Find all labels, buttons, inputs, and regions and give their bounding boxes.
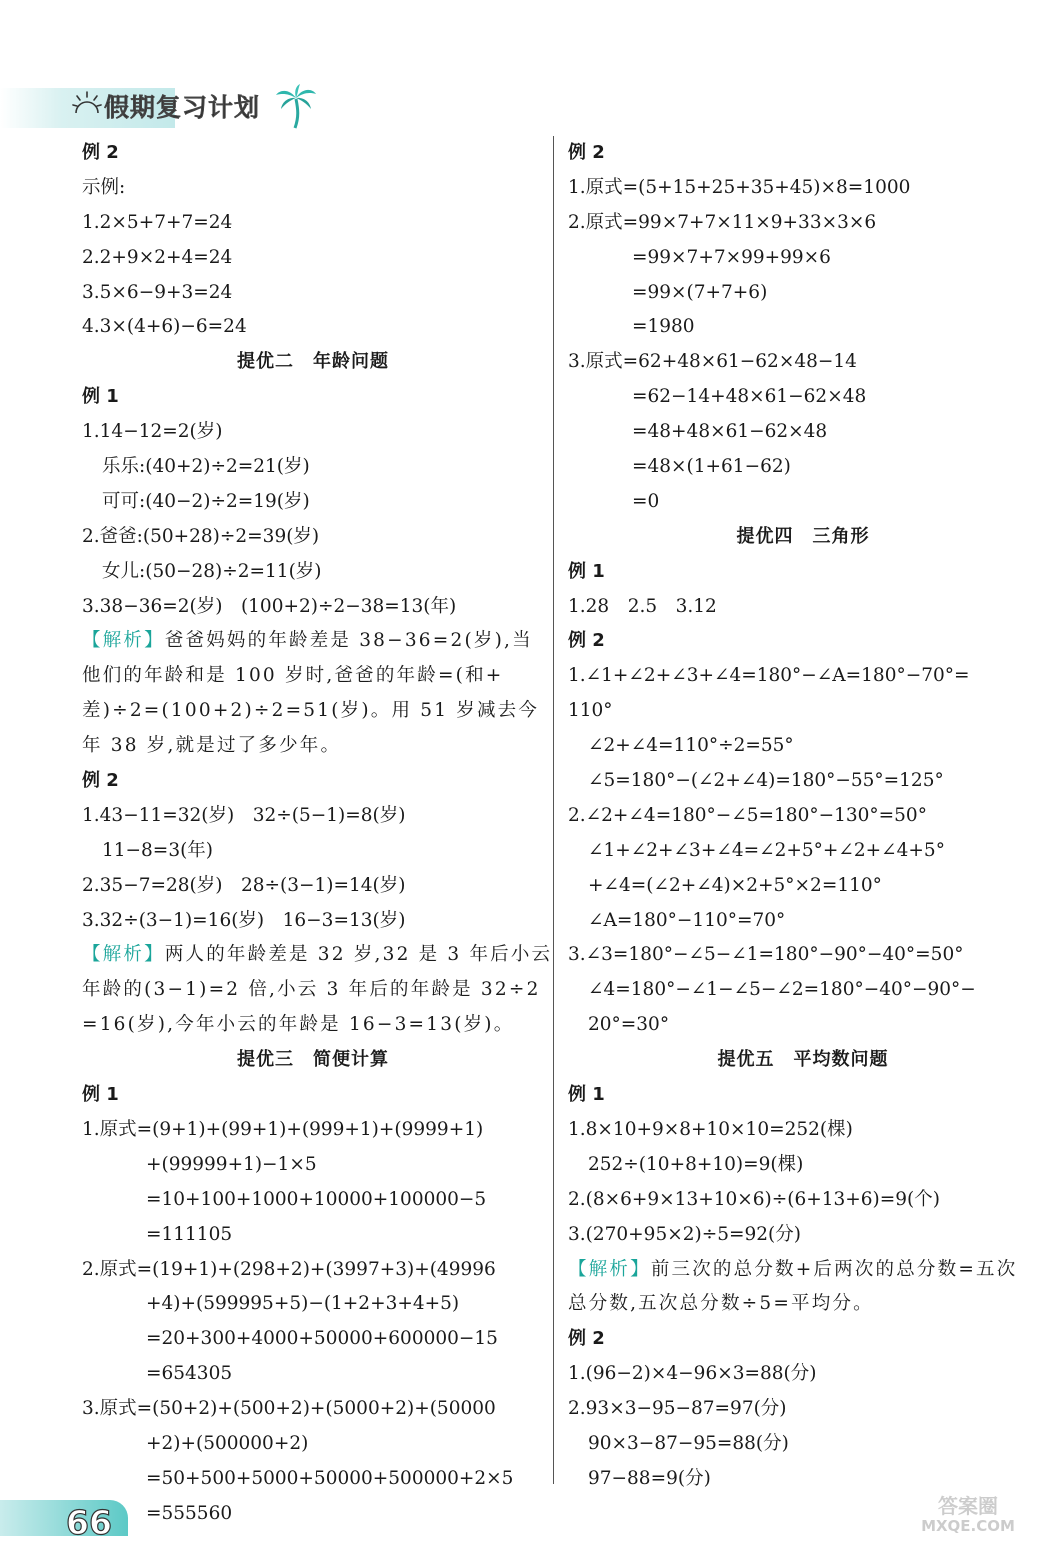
line-text: 3.∠3=180°−∠5−∠1=180°−90°−40°=50° — [568, 944, 964, 966]
answer-line — [568, 729, 1038, 764]
line-text: 1.43−11=32(岁) 32÷(5−1)=8(岁) — [82, 804, 406, 826]
line-text: ∠5=180°−(∠2+∠4)=180°−55°=125° — [588, 770, 944, 792]
answer-line — [82, 276, 544, 311]
analysis-note-line — [82, 694, 544, 729]
line-text: 3.(270+95×2)÷5=92(分) — [568, 1223, 801, 1245]
line-text: +∠4=(∠2+∠4)×2+5°×2=110° — [588, 874, 882, 896]
answer-line — [568, 485, 1038, 520]
answer-line — [568, 1113, 1038, 1148]
answer-line — [568, 206, 1038, 241]
line-text: 提优二 年龄问题 — [237, 351, 389, 373]
analysis-note-line — [568, 1287, 1038, 1322]
line-text: 年 38 岁,就是过了多少年。 — [82, 735, 342, 757]
line-text: 2.35−7=28(岁) 28÷(3−1)=14(岁) — [82, 874, 406, 896]
line-text: ∠2+∠4=110°÷2=55° — [588, 735, 794, 757]
line-text: =99×7+7×99+99×6 — [632, 246, 831, 268]
line-text: 3.原式=62+48×61−62×48−14 — [568, 351, 857, 373]
answer-line — [82, 1427, 544, 1462]
line-text: 1.8×10+9×8+10×10=252(棵) — [568, 1118, 853, 1140]
line-text: ∠A=180°−110°=70° — [588, 909, 786, 931]
section-heading — [82, 345, 544, 380]
line-text: 例 2 — [82, 770, 119, 792]
line-text: 例 2 — [568, 142, 605, 163]
line-text: 1.原式=(5+15+25+35+45)×8=1000 — [568, 176, 911, 198]
answer-line — [568, 450, 1038, 485]
section-heading — [568, 1043, 1038, 1078]
line-text: 例 2 — [568, 630, 605, 652]
answer-line — [568, 869, 1038, 904]
line-text: 例 1 — [568, 1084, 605, 1106]
line-text: +(99999+1)−1×5 — [146, 1153, 317, 1175]
answer-line — [568, 694, 1038, 729]
line-text: 总分数,五次总分数÷5=平均分。 — [568, 1293, 874, 1315]
answer-line — [568, 590, 1038, 625]
right-column — [568, 136, 1038, 1497]
answer-line — [568, 904, 1038, 939]
line-text: 年龄的(3−1)=2 倍,小云 3 年后的年龄是 32÷2 — [82, 979, 541, 1001]
line-text: =10+100+1000+10000+100000−5 — [146, 1188, 487, 1210]
example-heading — [82, 380, 544, 415]
line-text: 乐乐:(40+2)÷2=21(岁) — [102, 456, 310, 478]
line-text: 3.32÷(3−1)=16(岁) 16−3=13(岁) — [82, 909, 406, 931]
answer-line — [568, 659, 1038, 694]
line-text: 例 1 — [82, 1084, 119, 1106]
analysis-note-line — [82, 938, 553, 973]
line-text: 90×3−87−95=88(分) — [588, 1432, 789, 1454]
line-text: =0 — [632, 490, 660, 512]
analysis-note-line — [82, 624, 544, 659]
line-text: 爸爸妈妈的年龄差是 38−36=2(岁),当 — [164, 630, 533, 652]
header-title: 假期复习计划 — [104, 93, 261, 122]
line-text: 差)÷2=(100+2)÷2=51(岁)。用 51 岁减去今 — [82, 700, 540, 722]
line-text: 4.3×(4+6)−6=24 — [82, 316, 247, 338]
answer-line — [568, 764, 1038, 799]
watermark-logo — [880, 1494, 1055, 1534]
line-text: 例 2 — [568, 1328, 605, 1350]
answer-line — [568, 310, 1038, 345]
line-text: 1.2×5+7+7=24 — [82, 211, 233, 233]
answer-line — [82, 904, 544, 939]
line-text: =48×(1+61−62) — [632, 456, 791, 478]
answer-line — [82, 206, 544, 241]
line-text: 20°=30° — [588, 1014, 670, 1036]
svg-text:MXQE.COM: MXQE.COM — [921, 1517, 1015, 1534]
palm-tree-icon — [274, 83, 318, 129]
line-text: 例 2 — [82, 142, 119, 163]
answer-line — [82, 1253, 544, 1288]
answer-line — [82, 1462, 544, 1497]
line-text: 提优三 简便计算 — [237, 1049, 389, 1071]
section-heading — [568, 520, 1038, 555]
answer-line — [82, 834, 544, 869]
svg-text:答案圈: 答案圈 — [938, 1494, 998, 1518]
line-text: 1.(96−2)×4−96×3=88(分) — [568, 1363, 817, 1385]
analysis-note-line — [82, 659, 544, 694]
answer-line — [568, 345, 1038, 380]
line-text: 1.14−12=2(岁) — [82, 421, 223, 443]
answer-line — [568, 1008, 1038, 1043]
answer-line — [82, 1183, 544, 1218]
line-text: 提优五 平均数问题 — [717, 1049, 889, 1071]
line-text: 2.爸爸:(50+28)÷2=39(岁) — [82, 525, 320, 547]
analysis-note-line — [568, 1253, 1038, 1288]
page-header — [72, 80, 318, 132]
line-text: 两人的年龄差是 32 岁,32 是 3 年后小云 — [164, 944, 553, 966]
answer-line — [82, 1392, 544, 1427]
section-heading — [82, 1043, 544, 1078]
line-text: =48+48×61−62×48 — [632, 421, 828, 443]
answer-line — [82, 1497, 544, 1532]
line-text: =654305 — [146, 1363, 233, 1385]
answer-line — [568, 1462, 1038, 1497]
example-heading — [82, 1078, 544, 1113]
answer-line — [82, 869, 544, 904]
line-text: =111105 — [146, 1223, 233, 1245]
page-number: 66 — [66, 1503, 112, 1542]
analysis-tag: 【解析】 — [568, 1258, 651, 1280]
answer-line — [568, 1218, 1038, 1253]
line-text: 他们的年龄和是 100 岁时,爸爸的年龄=(和+ — [82, 665, 504, 687]
line-text: 例 1 — [568, 560, 605, 582]
answer-line — [568, 171, 1038, 206]
example-heading — [568, 136, 1038, 171]
example-heading — [568, 555, 1038, 590]
line-text: 1.∠1+∠2+∠3+∠4=180°−∠A=180°−70°= — [568, 665, 970, 687]
sun-icon — [72, 89, 102, 123]
answer-line — [568, 1427, 1038, 1462]
line-text: 2.原式=(19+1)+(298+2)+(3997+3)+(49996 — [82, 1258, 496, 1280]
line-text: ∠4=180°−∠1−∠5−∠2=180°−40°−90°− — [588, 979, 976, 1001]
line-text: 110° — [568, 700, 613, 722]
answer-line — [568, 1183, 1038, 1218]
analysis-note-line — [82, 1008, 544, 1043]
line-text: 女儿:(50−28)÷2=11(岁) — [102, 560, 322, 582]
line-text: 提优四 三角形 — [736, 525, 870, 547]
line-text: 252÷(10+8+10)=9(棵) — [588, 1153, 804, 1175]
line-text: 例 1 — [82, 386, 119, 408]
line-text: =1980 — [632, 316, 695, 338]
line-text: =20+300+4000+50000+600000−15 — [146, 1328, 498, 1350]
analysis-note-line — [82, 973, 544, 1008]
answer-line — [82, 799, 544, 834]
example-heading — [82, 764, 544, 799]
answer-line — [82, 1357, 544, 1392]
answer-line — [82, 241, 544, 276]
answer-line — [568, 415, 1038, 450]
line-text: 1.原式=(9+1)+(99+1)+(999+1)+(9999+1) — [82, 1118, 484, 1140]
column-divider — [553, 136, 554, 1484]
line-text: =555560 — [146, 1502, 233, 1524]
answer-line — [568, 276, 1038, 311]
line-text: 2.2+9×2+4=24 — [82, 246, 233, 268]
line-text: 11−8=3(年) — [102, 839, 214, 861]
answer-line — [82, 555, 544, 590]
line-text: =99×(7+7+6) — [632, 281, 768, 303]
example-heading — [568, 624, 1038, 659]
analysis-tag: 【解析】 — [82, 944, 165, 966]
answer-line — [82, 1113, 544, 1148]
line-text: 97−88=9(分) — [588, 1467, 711, 1489]
line-text: 1.28 2.5 3.12 — [568, 595, 717, 617]
line-text: =16(岁),今年小云的年龄是 16−3=13(岁)。 — [82, 1014, 515, 1036]
answer-line — [82, 1287, 544, 1322]
line-text: 2.原式=99×7+7×11×9+33×3×6 — [568, 211, 877, 233]
answer-line — [568, 1148, 1038, 1183]
left-column — [82, 136, 553, 1532]
answer-line — [568, 380, 1038, 415]
line-text: 3.5×6−9+3=24 — [82, 281, 233, 303]
answer-line — [82, 520, 544, 555]
answer-line — [82, 590, 544, 625]
answer-line — [568, 1357, 1038, 1392]
line-text: 示例: — [82, 176, 126, 198]
line-text: 3.原式=(50+2)+(500+2)+(5000+2)+(50000 — [82, 1398, 496, 1420]
answer-line — [82, 171, 544, 206]
example-heading — [82, 136, 544, 171]
answer-line — [568, 834, 1038, 869]
answer-line — [568, 241, 1038, 276]
answer-line — [82, 485, 544, 520]
answer-line — [82, 450, 544, 485]
line-text: +4)+(599995+5)−(1+2+3+4+5) — [146, 1293, 460, 1315]
line-text: 2.93×3−95−87=97(分) — [568, 1398, 787, 1420]
answer-line — [82, 1322, 544, 1357]
answer-line — [82, 415, 544, 450]
answer-line — [568, 973, 1038, 1008]
answer-line — [568, 1392, 1038, 1427]
line-text: +2)+(500000+2) — [146, 1432, 309, 1454]
analysis-note-line — [82, 729, 544, 764]
line-text: =62−14+48×61−62×48 — [632, 386, 867, 408]
line-text: 2.∠2+∠4=180°−∠5=180°−130°=50° — [568, 804, 927, 826]
line-text: 3.38−36=2(岁) (100+2)÷2−38=13(年) — [82, 595, 457, 617]
answer-line — [568, 938, 1038, 973]
answer-line — [82, 310, 544, 345]
analysis-tag: 【解析】 — [82, 630, 165, 652]
line-text: 可可:(40−2)÷2=19(岁) — [102, 490, 310, 512]
example-heading — [568, 1322, 1038, 1357]
line-text: 2.(8×6+9×13+10×6)÷(6+13+6)=9(个) — [568, 1188, 940, 1210]
answer-line — [82, 1148, 544, 1183]
line-text: =50+500+5000+50000+500000+2×5 — [146, 1467, 514, 1489]
answer-line — [82, 1218, 544, 1253]
example-heading — [568, 1078, 1038, 1113]
answer-line — [568, 799, 1038, 834]
line-text: ∠1+∠2+∠3+∠4=∠2+5°+∠2+∠4+5° — [588, 839, 945, 861]
line-text: 前三次的总分数+后两次的总分数=五次 — [650, 1258, 1018, 1280]
